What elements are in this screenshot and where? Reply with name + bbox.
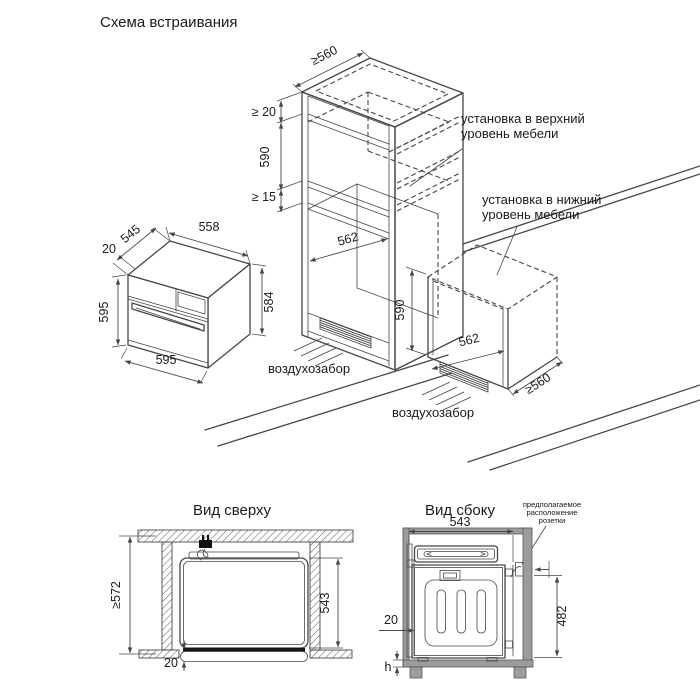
dim-upper-cabinet-top-gap: ≥ 20 (251, 105, 276, 119)
dim-oven-top-width: 558 (198, 220, 220, 234)
side-view-title: Вид сбоку (425, 502, 495, 519)
page-title: Схема встраивания (100, 14, 238, 31)
oven-body-outline (180, 558, 308, 648)
dim-side-view-top-width: 543 (449, 515, 471, 529)
oven-latch (440, 571, 460, 581)
cabinet-hidden-edges (308, 92, 460, 211)
oven-side-slot (437, 590, 446, 633)
lower-level-label-line2: уровень мебели (482, 207, 580, 222)
socket-note-line3: розетки (538, 516, 566, 525)
lower-cabinet-top-face (428, 245, 557, 309)
cabinet-leg-left (410, 667, 422, 678)
dim-upper-cabinet-niche-height: 590 (258, 146, 272, 168)
air-intake-label-right: воздухозабор (392, 405, 475, 420)
dim-lower-cabinet-depth: ≥560 (522, 370, 554, 398)
upper-level-leader-line (410, 149, 462, 186)
side-view (379, 500, 581, 678)
lower-cabinet-vent-grille (440, 362, 488, 392)
dim-lower-cabinet-niche-height: 590 (393, 299, 407, 321)
dim-upper-cabinet-bottom-gap: ≥ 15 (251, 190, 276, 204)
dim-oven-depth: 545 (117, 221, 143, 246)
oven-door-front (181, 652, 308, 662)
oven-side-slot (477, 590, 486, 633)
dim-top-view-door-offset: 20 (164, 656, 178, 670)
dim-oven-height-right: 584 (262, 291, 276, 313)
top-view (109, 502, 353, 671)
oven-side-slot (457, 590, 466, 633)
dim-top-view-niche-depth: ≥572 (109, 581, 123, 609)
cabinet-leg-right (514, 667, 526, 678)
top-view-title: Вид сверху (192, 502, 272, 519)
cabinet-top-opening-hidden (316, 64, 448, 121)
cabinet-right-face (395, 93, 463, 370)
oven-side-body (412, 565, 505, 658)
top-view-oven (180, 552, 308, 662)
lower-level-leader-line (497, 227, 517, 275)
air-intake-label-left: воздухозабор (268, 361, 351, 376)
iso-upper-cabinet (294, 58, 463, 370)
iso-oven (128, 241, 250, 368)
iso-labels (268, 111, 601, 420)
dim-side-view-plinth-height: h (384, 660, 392, 674)
dim-oven-bottom-width: 595 (155, 353, 177, 367)
oven-door-seal (183, 648, 305, 652)
dim-upper-cabinet-depth: ≥560 (308, 42, 340, 68)
dim-oven-panel-depth: 20 (102, 242, 116, 256)
socket-note-line2: расположение (526, 508, 578, 517)
side-view-oven (407, 544, 523, 661)
dim-side-view-socket-height: 482 (555, 605, 569, 627)
cabinet-lower-opening (308, 184, 438, 318)
upper-cabinet-dimensions (252, 43, 387, 261)
dim-side-view-front-gap: 20 (384, 613, 398, 627)
dim-top-view-body-depth: 543 (318, 592, 332, 614)
socket-bracket (516, 563, 524, 577)
dim-upper-cabinet-niche-width: 562 (335, 229, 360, 249)
upper-level-label-line2: уровень мебели (461, 126, 559, 141)
cabinet-shelves (308, 114, 389, 343)
dim-lower-cabinet-niche-width: 562 (457, 330, 481, 350)
lower-level-label-line1: установка в нижний (482, 192, 602, 207)
upper-level-label-line1: установка в верхний (461, 111, 585, 126)
socket-note-line1: предполагаемое (522, 500, 582, 509)
dim-oven-height-left: 595 (97, 301, 111, 323)
